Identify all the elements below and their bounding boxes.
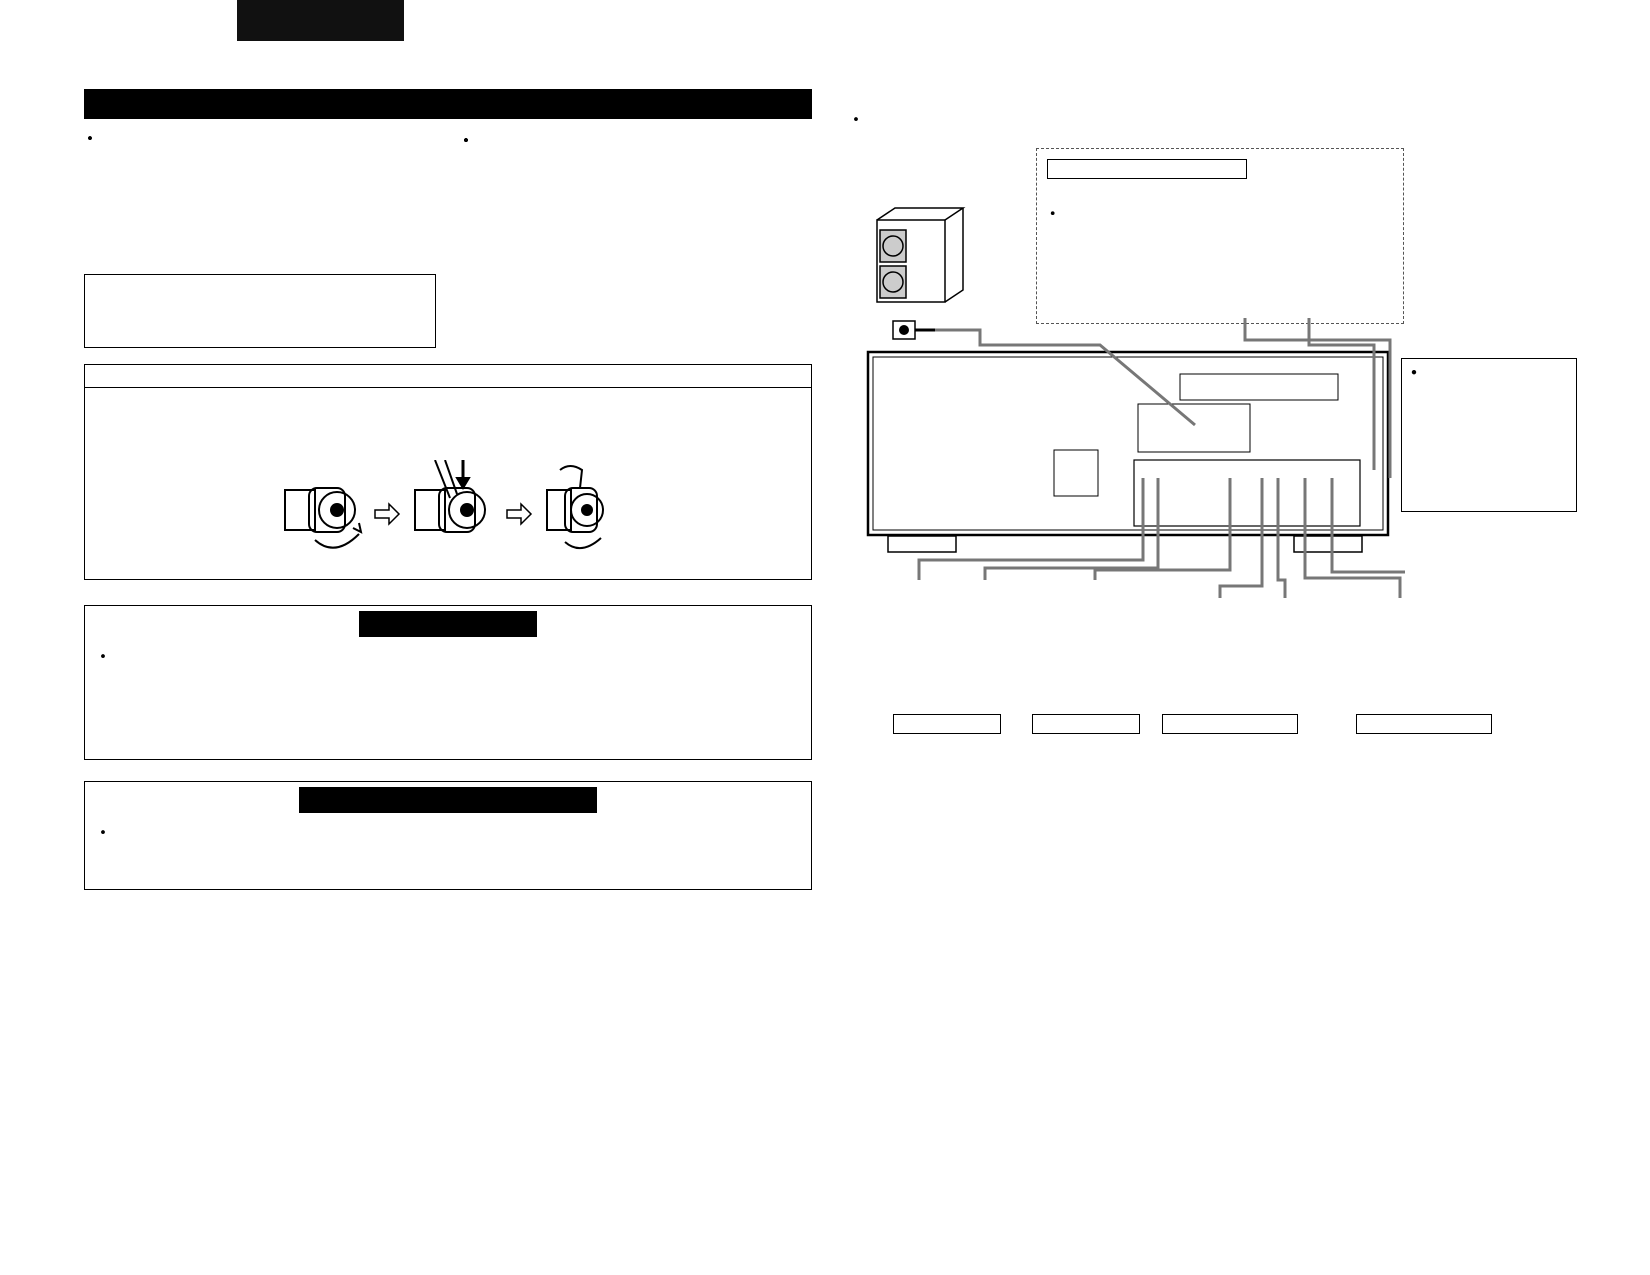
impedance-note-title xyxy=(299,787,597,813)
label-center xyxy=(1032,714,1140,734)
label-front-b xyxy=(1356,714,1492,734)
surround-back-title xyxy=(1047,159,1247,179)
terminal-knob-icon xyxy=(285,488,361,548)
terminal-steps-illustration xyxy=(275,460,615,570)
arrow-right-icon xyxy=(375,504,399,524)
receiver-back-panel xyxy=(868,352,1388,552)
wiring-diagram xyxy=(850,180,1405,740)
impedance-note-box xyxy=(84,781,812,890)
subwoofer-icon xyxy=(877,208,963,302)
sub-jack-icon xyxy=(899,325,909,335)
arrow-right-icon xyxy=(507,504,531,524)
label-front-a xyxy=(1162,714,1298,734)
terminals-title xyxy=(85,365,811,388)
terminal-tighten-icon xyxy=(547,466,603,548)
protection-box xyxy=(84,605,812,760)
impedance-section xyxy=(460,128,812,130)
label-surround xyxy=(893,714,1001,734)
language-tab xyxy=(237,0,404,41)
section-title xyxy=(84,89,812,119)
tv-note-box xyxy=(1401,358,1577,512)
tv-note-title: • xyxy=(1410,365,1418,380)
caution-box xyxy=(84,274,436,348)
terminals-box xyxy=(84,364,812,580)
terminal-insert-icon xyxy=(415,460,485,532)
protection-title xyxy=(359,611,537,637)
